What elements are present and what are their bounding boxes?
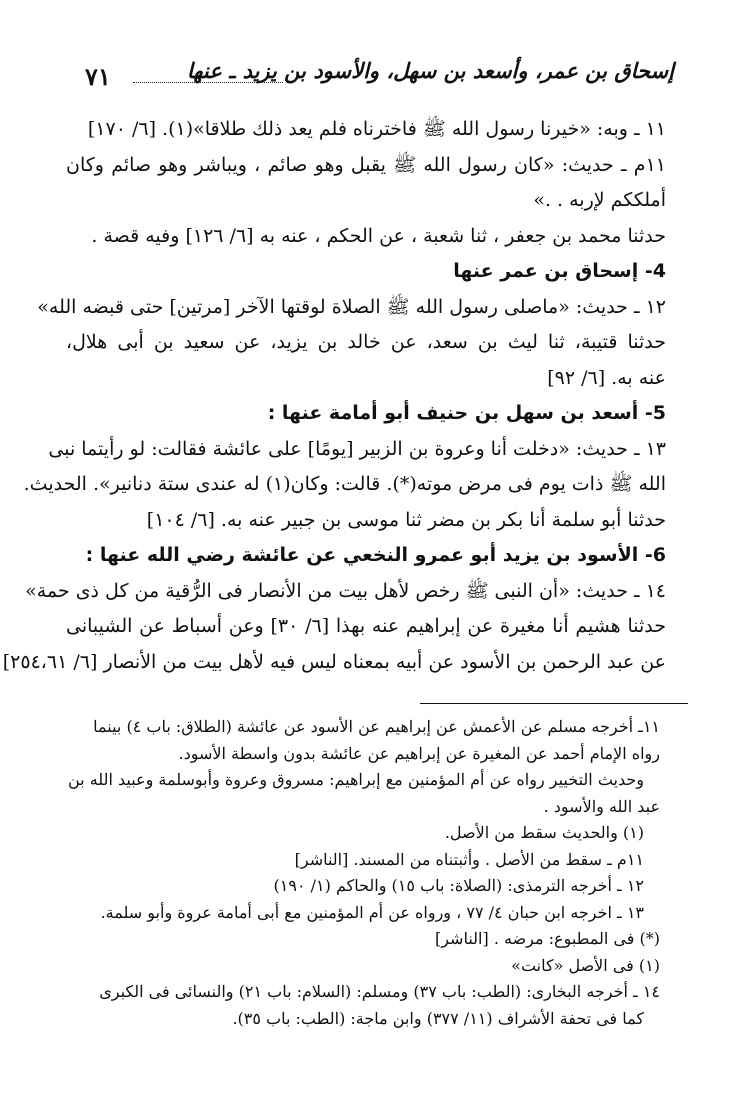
hadith-14: ١٤ ـ حديث: «أن النبى ﷺ رخص لأهل بيت من الأنصار فى الرُّقية من كل ذى حمة»: [25, 579, 666, 602]
running-header: [85, 58, 674, 98]
footnote-line: ١١ـ أخرجه مسلم عن الأعمش عن إبراهيم عن الأسود عن عائشة (الطلاق: باب ٤) بينما: [93, 717, 660, 736]
hadith-11: ١١ ـ وبه: «خيرنا رسول الله ﷺ فاخترناه فلم يعد ذلك طلاقا»(١). [٦/ ١٧٠]: [87, 118, 666, 140]
header-dotted-rule: [133, 82, 283, 83]
isnad-12-cont: عنه به. [٦/ ٩٢]: [547, 366, 666, 389]
footnote-line: ١١م ـ سقط من الأصل . وأثبتناه من المسند. [الناشر]: [294, 849, 644, 869]
section-heading-6: 6- الأسود بن يزيد أبو عمرو النخعي عن عائشة رضي الله عنها :: [85, 544, 666, 566]
footnote-line: كما فى تحفة الأشراف (١١/ ٣٧٧) وابن ماجة: (الطب: باب ٣٥).: [232, 1008, 644, 1028]
footnote-line: (١) فى الأصل «كانت»: [511, 955, 660, 975]
main-text: [2, 112, 666, 680]
footnote-line: وحديث التخيير رواه عن أم المؤمنين مع إبراهيم: مسروق وعروة وأبوسلمة وعبيد الله بن: [67, 770, 644, 789]
isnad-13: حدثنا أبو سلمة أنا بكر بن مضر ثنا موسى بن جبير عنه به. [٦/ ١٠٤]: [146, 508, 666, 531]
hadith-13: ١٣ ـ حديث: «دخلت أنا وعروة بن الزبير [يومًا] على عائشة فقالت: لو رأيتما نبى: [48, 437, 666, 460]
footnote-line: ١٤ ـ أخرجه البخارى: (الطب: باب ٣٧) ومسلم: (السلام: باب ٢١) والنسائى فى الكبرى: [99, 982, 660, 1001]
isnad-14-cont: عن عبد الرحمن بن الأسود عن أبيه بمعناه ليس فيه لأهل بيت من الأنصار [٦/ ٢٥٤،٦١]: [2, 650, 666, 673]
hadith-12: ١٢ ـ حديث: «ماصلى رسول الله ﷺ الصلاة لوقتها الآخر [مرتين] حتى قبضه الله»: [37, 295, 666, 318]
isnad-12: حدثنا قتيبة، ثنا ليث بن سعد، عن خالد بن يزيد، عن سعيد بن أبى هلال،: [66, 331, 666, 353]
footnotes: [60, 714, 660, 1032]
footnote-line: (١) والحديث سقط من الأصل.: [444, 823, 644, 842]
footnote-line: ١٣ ـ اخرجه ابن حبان ٤/ ٧٧ ، ورواه عن أم المؤمنين مع أبى أمامة عروة وأبو سلمة.: [100, 902, 644, 922]
footnote-line: ١٢ ـ أخرجه الترمذى: (الصلاة: باب ١٥) والحاكم (١/ ١٩٠): [273, 876, 644, 895]
section-heading-5: 5- أسعد بن سهل بن حنيف أبو أمامة عنها :: [267, 402, 666, 424]
header-title: إسحاق بن عمر، وأسعد بن سهل، والأسود بن يزيد ـ عنها: [186, 58, 674, 83]
page-number: ٧١: [85, 62, 111, 91]
hadith-11m: ١١م ـ حديث: «كان رسول الله ﷺ يقبل وهو صائم ، ويباشر وهو صائم وكان: [66, 153, 666, 176]
hadith-11m-cont: أملككم لإربه . .»: [533, 189, 666, 211]
isnad-11m: حدثنا محمد بن جعفر ، ثنا شعبة ، عن الحكم ، عنه به [٦/ ١٢٦] وفيه قصة .: [91, 224, 666, 247]
footnote-divider: [420, 703, 688, 704]
footnote-line: رواه الإمام أحمد عن المغيرة عن إبراهيم عن عائشة بدون واسطة الأسود.: [178, 743, 660, 763]
footnote-line: (*) فى المطبوع: مرضه . [الناشر]: [434, 929, 660, 948]
section-heading-4: 4- إسحاق بن عمر عنها: [453, 260, 666, 282]
footnote-line: عبد الله والأسود .: [543, 796, 660, 816]
isnad-14: حدثنا هشيم أنا مغيرة عن إبراهيم عنه بهذا [٦/ ٣٠] وعن أسباط عن الشيبانى: [66, 615, 666, 637]
hadith-13-cont: الله ﷺ ذات يوم فى مرض موته(*). قالت: وكان(١) له عندى ستة دنانير». الحديث.: [23, 473, 666, 495]
